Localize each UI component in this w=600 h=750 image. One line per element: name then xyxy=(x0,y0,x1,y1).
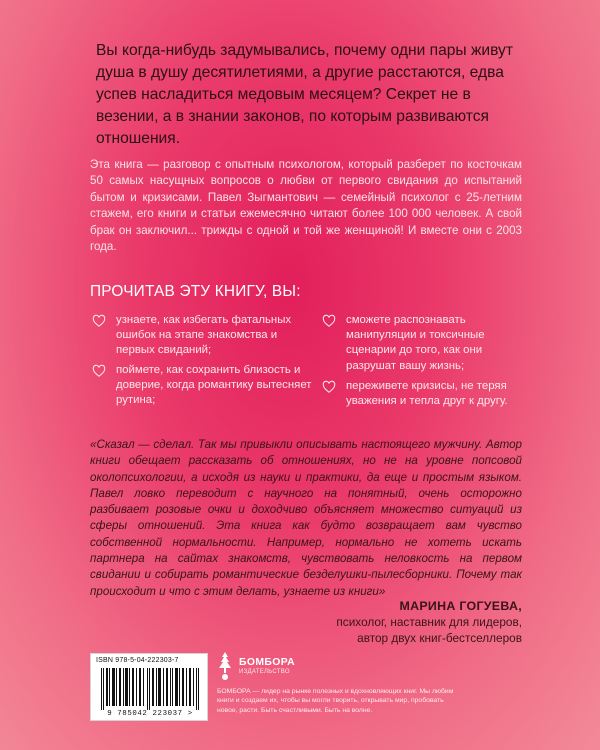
ean-number: 9 785042 223037 > xyxy=(107,710,193,718)
benefit-text: сможете распознавать манипуляции и токсичные сценарии до того, как они разрушат вашу жизнь; xyxy=(346,314,485,372)
isbn-label: ISBN 978-5-04-222303-7 xyxy=(96,657,179,664)
publisher-name: БОМБОРА xyxy=(239,657,296,668)
publisher-description: БОМБОРА — лидер на рынке полезных и вдохновляющих книг. Мы любим книги и создаем их, чтобы вы могли творить, открывать мир, пробовать новое, расти. Быть счастливыми. Быть на волне. xyxy=(217,688,454,714)
benefit-text: поймете, как сохранить близость и доверие, когда романтику вытесняет рутина; xyxy=(116,364,312,407)
publisher-subtitle: ИЗДАТЕЛЬСТВО xyxy=(239,669,290,675)
heart-icon xyxy=(322,380,336,394)
benefit-item xyxy=(322,379,522,409)
publisher-wordmark xyxy=(239,657,295,675)
review-quote: «Сказал — сделал. Так мы привыкли описывать настоящего мужчину. Автор книги обещает рассказать об отношениях, но не на уровне попсовой околопсихологии, а исходя из науки и практики, да еще и простым языком. Павел ловко переводит с научного на понятный, очень осторожно разбивает розовые очки и доходчиво объясняет множество ситуаций из сферы отношений. Эта книга как будто возвращает вам чувство собственной нормальности. Например, нормально не хотеть искать партнера на сайтах знакомств, чувствовать неловкость на первом свидании и собирать романтические безделушки-пылесборники. Почему так происходит и что с этим делать, узнаете из книги» xyxy=(90,438,522,598)
benefit-text: узнаете, как избегать фатальных ошибок на этапе знакомства и первых свиданий; xyxy=(116,314,292,357)
author-credit: автор двух книг-бестселлеров xyxy=(357,631,522,645)
benefit-item xyxy=(92,313,312,359)
author-title: психолог, наставник для лидеров, xyxy=(336,615,522,629)
heart-icon xyxy=(92,314,106,328)
heart-icon xyxy=(322,314,336,328)
benefit-item xyxy=(92,363,312,409)
publisher-block xyxy=(217,651,295,681)
author-name: МАРИНА ГОГУЕВА, xyxy=(399,599,522,613)
barcode-bars xyxy=(99,668,201,710)
quote-author xyxy=(336,598,522,646)
barcode xyxy=(90,653,208,721)
benefit-item xyxy=(322,313,522,374)
heart-icon xyxy=(92,364,106,378)
publisher-logo-icon xyxy=(217,651,233,681)
benefit-text: переживете кризисы, не теряя уважения и тепла друг к другу. xyxy=(346,380,508,408)
about-paragraph: Эта книга — разговор с опытным психологом, который разберет по косточкам 50 самых насущных вопросов о любви от первого свидания до испытаний бытом и кризисами. Павел Зыгмантович — семейный психолог с 25-летним стажем, его книги и статьи ежемесячно читают более 100 000 человек. А свой брак он заключил... трижды с одной и той же женщиной! И вместе они с 2003 года. xyxy=(90,158,522,254)
benefits-heading: ПРОЧИТАВ ЭТУ КНИГУ, ВЫ: xyxy=(90,283,301,300)
intro-paragraph: Вы когда-нибудь задумывались, почему одни пары живут душа в душу десятилетиями, а другие расстаются, едва успев насладиться медовым месяцем? Секрет не в везении, а в знании законов, по которым развиваются отношения. xyxy=(96,42,513,147)
